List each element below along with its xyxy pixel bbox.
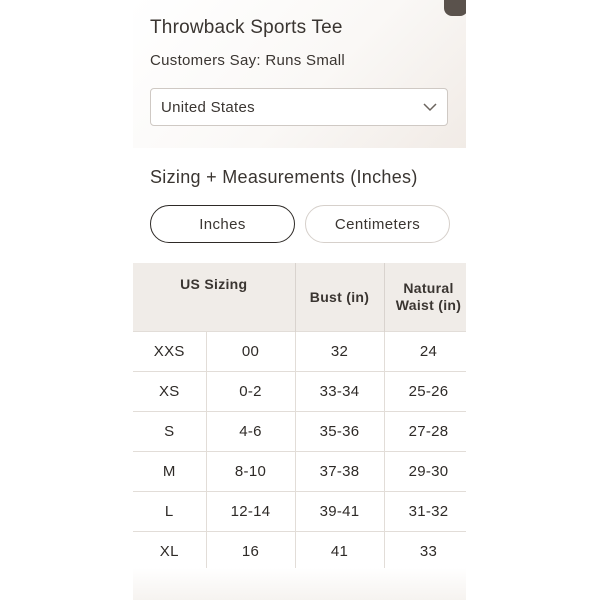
table-row: [133, 372, 466, 412]
footer-strip: [133, 568, 466, 600]
size-table: [133, 263, 466, 572]
header-natural-waist: [384, 263, 466, 332]
waist-value: 33: [384, 532, 466, 572]
bust-value: 32: [295, 332, 384, 372]
product-title: Throwback Sports Tee: [150, 17, 343, 38]
size-label: S: [133, 412, 206, 452]
header-waist-line1: Natural: [403, 280, 454, 296]
close-tab[interactable]: [444, 0, 466, 16]
size-number: 0-2: [206, 372, 295, 412]
waist-value: 25-26: [384, 372, 466, 412]
size-number: 00: [206, 332, 295, 372]
size-label: XS: [133, 372, 206, 412]
size-number: 12-14: [206, 492, 295, 532]
waist-value: 31-32: [384, 492, 466, 532]
size-label: L: [133, 492, 206, 532]
fit-note: Customers Say: Runs Small: [150, 52, 346, 69]
waist-value: 29-30: [384, 452, 466, 492]
table-row: [133, 532, 466, 572]
bust-value: 37-38: [295, 452, 384, 492]
size-number: 4-6: [206, 412, 295, 452]
waist-value: 27-28: [384, 412, 466, 452]
country-select-value: United States: [161, 99, 255, 116]
table-header-row: [133, 263, 466, 332]
header-bust: Bust (in): [295, 263, 384, 332]
bust-value: 39-41: [295, 492, 384, 532]
bust-value: 33-34: [295, 372, 384, 412]
table-row: [133, 412, 466, 452]
centimeters-button[interactable]: Centimeters: [305, 205, 450, 243]
bust-value: 41: [295, 532, 384, 572]
table-row: [133, 332, 466, 372]
size-number: 8-10: [206, 452, 295, 492]
size-label: M: [133, 452, 206, 492]
product-header: [133, 0, 466, 148]
chevron-down-icon: [423, 100, 437, 114]
country-select[interactable]: [150, 88, 448, 126]
section-title: Sizing + Measurements (Inches): [150, 167, 418, 187]
header-waist-line2: Waist (in): [395, 297, 462, 313]
size-label: XXS: [133, 332, 206, 372]
inches-button[interactable]: Inches: [150, 205, 295, 243]
size-guide-panel: [133, 0, 466, 600]
size-label: XL: [133, 532, 206, 572]
size-number: 16: [206, 532, 295, 572]
table-row: [133, 492, 466, 532]
table-row: [133, 452, 466, 492]
header-us-sizing: US Sizing: [133, 263, 295, 332]
bust-value: 35-36: [295, 412, 384, 452]
waist-value: 24: [384, 332, 466, 372]
